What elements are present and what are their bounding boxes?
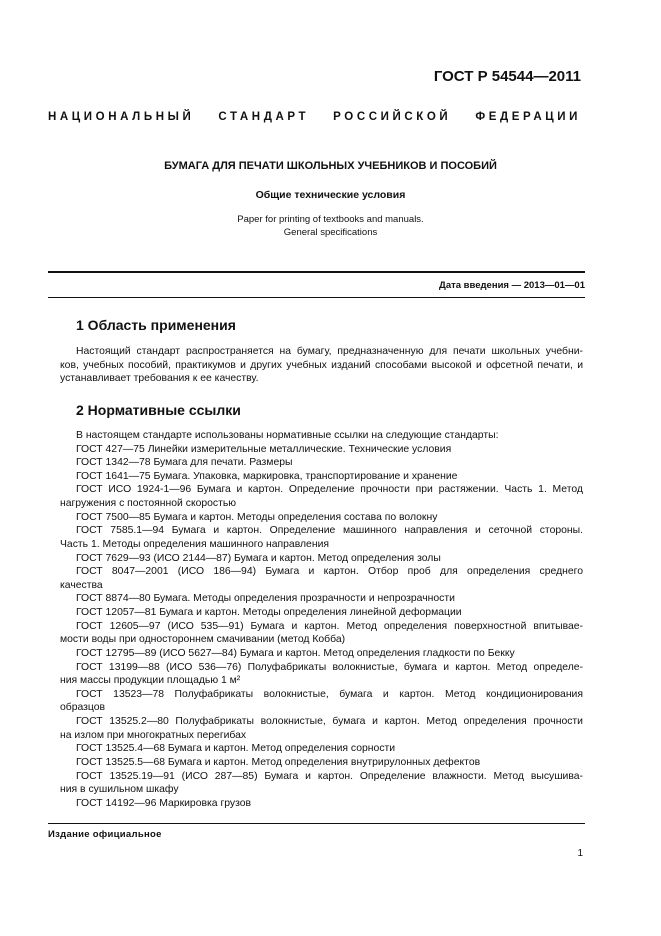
text-line: устанавливает требования к ее качеству. [60, 373, 259, 385]
text-line: ГОСТ 8874—80 Бумага. Методы определения прозрачности и непрозрачности [76, 593, 455, 605]
text-line: ГОСТ 13525.5—68 Бумага и картон. Метод определения внутрирулонных дефектов [76, 756, 481, 768]
footer-divider [48, 823, 585, 824]
document-subtitle: Общие технические условия [255, 189, 406, 201]
text-line: ГОСТ 7500—85 Бумага и картон. Методы определения состава по волокну [76, 511, 438, 523]
text-line: ГОСТ 1641—75 Бумага. Упаковка, маркировка, транспортирование и хранение [76, 470, 458, 482]
header-divider [48, 271, 585, 273]
text-line: ГОСТ 14192—96 Маркировка грузов [76, 797, 252, 809]
text-line: В настоящем стандарте использованы нормативные ссылки на следующие стандарты: [76, 430, 499, 441]
banner-word: ФЕДЕРАЦИИ [475, 111, 581, 123]
text-line: ния в сушильном шкафу [60, 784, 179, 796]
text-line: мости воды при одностороннем смачивании (метод Кобба) [60, 634, 346, 646]
text-line: ГОСТ 13523—78 Полуфабрикаты волокнистые, бумага и картон. Метод кондиционирования [76, 688, 583, 700]
edition-label: Издание официальное [48, 829, 162, 840]
national-standard-banner [48, 111, 581, 123]
english-title-line-1: Paper for printing of textbooks and manuals. [237, 214, 424, 225]
text-line: ГОСТ 13525.19—91 (ИСО 287—85) Бумага и картон. Определение влажности. Метод высушива- [76, 770, 583, 782]
text-line: ГОСТ 8047—2001 (ИСО 186—94) Бумага и картон. Отбор проб для определения среднего [76, 566, 583, 578]
banner-word: НАЦИОНАЛЬНЫЙ [48, 111, 195, 123]
text-line: ГОСТ 13525.2—80 Полуфабрикаты волокнистые, бумага и картон. Метод определения прочности [76, 716, 583, 728]
text-line: на излом при многократных перегибах [60, 729, 247, 741]
section-2-heading: 2 Нормативные ссылки [76, 402, 241, 418]
text-line: ГОСТ 13199—88 (ИСО 536—76) Полуфабрикаты волокнистые, бумага и картон. Метод определе- [76, 661, 583, 673]
text-line: ГОСТ 427—75 Линейки измерительные металлические. Технические условия [76, 443, 452, 455]
text-line: ния массы продукции площадью 1 м² [60, 675, 241, 687]
banner-word: СТАНДАРТ [218, 111, 310, 123]
section-1-heading: 1 Область применения [76, 317, 236, 333]
page-number: 1 [577, 848, 583, 859]
text-line: ков, учебных пособий, практикумов и других учебных изданий способами высокой и офсетной печати, и [60, 359, 583, 371]
text-line: ГОСТ 12057—81 Бумага и картон. Методы определения линейной деформации [76, 607, 462, 619]
text-line: качества [60, 579, 103, 591]
document-title: БУМАГА ДЛЯ ПЕЧАТИ ШКОЛЬНЫХ УЧЕБНИКОВ И ПОСОБИЙ [164, 160, 497, 172]
text-line: ГОСТ 7585.1—94 Бумага и картон. Определение машинного направления и сеточной стороны. [76, 525, 583, 537]
text-line: ГОСТ 7629—93 (ИСО 2144—87) Бумага и картон. Метод определения золы [76, 552, 441, 564]
text-line: ГОСТ ИСО 1924-1—96 Бумага и картон. Определение прочности при растяжении. Часть 1. Метод [76, 484, 583, 496]
introduction-date: Дата введения — 2013—01—01 [439, 280, 585, 291]
text-line: образцов [60, 702, 106, 714]
text-line: ГОСТ 12605—97 (ИСО 535—91) Бумага и картон. Метод определения поверхностной впитывае- [76, 620, 583, 632]
text-line: ГОСТ 12795—89 (ИСО 5627—84) Бумага и картон. Метод определения гладкости по Бекку [76, 647, 515, 659]
text-line: нагружения с постоянной скоростью [60, 498, 237, 510]
document-code: ГОСТ Р 54544—2011 [433, 68, 581, 85]
text-line: ГОСТ 13525.4—68 Бумага и картон. Метод определения сорности [76, 743, 396, 755]
english-title-line-2: General specifications [283, 227, 378, 238]
date-divider [48, 297, 585, 298]
text-line: ГОСТ 1342—78 Бумага для печати. Размеры [76, 457, 293, 469]
text-line: Настоящий стандарт распространяется на бумагу, предназначенную для печати школьных учебни- [76, 346, 583, 357]
banner-word: РОССИЙСКОЙ [333, 111, 452, 123]
text-line: Часть 1. Методы определения машинного направления [60, 538, 329, 550]
